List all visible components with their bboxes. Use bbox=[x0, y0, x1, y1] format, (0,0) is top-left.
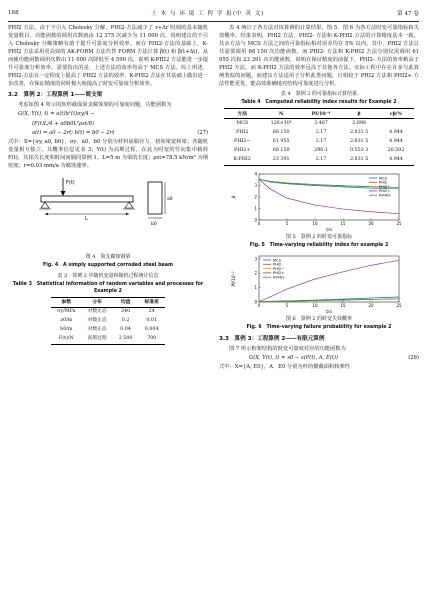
table-cell: 23 391 bbox=[272, 157, 290, 163]
table-cell: 2.17 bbox=[315, 129, 327, 135]
table-header: 均值 bbox=[120, 299, 131, 306]
table-row bbox=[224, 138, 414, 147]
table-cell: 对数正态 bbox=[87, 327, 107, 333]
table-4-caption: 表 4 算例 2 的可靠指标计算结果 bbox=[280, 91, 358, 98]
x-tick-label: 25 bbox=[396, 302, 402, 308]
table-row bbox=[51, 317, 165, 326]
figure-5-caption-en: Fig. 5 Time-varying reliability index for example 2 bbox=[249, 242, 389, 248]
beam-diagram bbox=[33, 174, 183, 252]
equation-number: (27) bbox=[197, 129, 208, 136]
left-column bbox=[8, 24, 208, 349]
reliability-index-chart bbox=[229, 170, 409, 232]
equation-number: (28) bbox=[408, 354, 419, 361]
figure-4-caption-en: Fig. 4 A simply supported corroded steel beam bbox=[42, 262, 174, 268]
height-label: a0 bbox=[167, 196, 173, 202]
legend-label: MCS bbox=[379, 175, 387, 180]
table-cell: 0.004 bbox=[144, 327, 159, 333]
x-axis-label: t/a bbox=[326, 309, 332, 314]
legend-label: K-PHI2 bbox=[273, 275, 285, 280]
table-row bbox=[224, 156, 414, 166]
x-axis-label: t/a bbox=[326, 227, 332, 232]
roller-support-icon bbox=[125, 202, 133, 208]
equation-27-cont2 bbox=[8, 129, 208, 137]
x-tick-label: 20 bbox=[368, 220, 374, 226]
x-tick-label: 0 bbox=[257, 302, 261, 308]
table-cell: 2.17 bbox=[315, 139, 327, 145]
table-row bbox=[51, 326, 165, 335]
table-cell: 20.502 bbox=[387, 148, 405, 154]
table-cell: 高斯过程 bbox=[87, 336, 107, 342]
figure-6-caption: 图 6 算例 2 的时变失效概率 bbox=[285, 315, 353, 322]
x-tick-label: 5 bbox=[285, 220, 289, 226]
equation-27 bbox=[8, 110, 208, 118]
x-tick-label: 10 bbox=[312, 220, 318, 226]
pin-support-icon bbox=[41, 202, 49, 208]
table-cell: σy/MPa bbox=[57, 309, 76, 315]
table-row bbox=[224, 119, 414, 129]
y-axis-label: Pf/10⁻² bbox=[232, 271, 237, 287]
figure-5 bbox=[229, 170, 409, 232]
table-header: εβ/% bbox=[389, 110, 403, 117]
y-axis-label: β bbox=[232, 195, 237, 199]
table-cell: 4.944 bbox=[389, 129, 403, 135]
table-cell: MCS bbox=[236, 120, 249, 126]
table-row bbox=[51, 307, 165, 317]
figure-4 bbox=[33, 174, 183, 252]
legend-label: K-PHI2 bbox=[379, 193, 391, 198]
table-cell: 126×10⁶ bbox=[270, 120, 292, 126]
plot-frame bbox=[259, 174, 399, 220]
equation-line: G(X, Y(t), t) = s0 − s(P(t), A, E(t)) bbox=[249, 354, 339, 361]
beam bbox=[41, 196, 133, 202]
y-tick-label: 0 bbox=[254, 217, 257, 223]
table-header: 分布 bbox=[92, 299, 102, 306]
x-tick-label: 15 bbox=[340, 220, 346, 226]
table-cell: 700 bbox=[147, 336, 157, 342]
x-tick-label: 5 bbox=[285, 302, 289, 308]
table-cell: 290.1 bbox=[314, 148, 328, 154]
paragraph: 式中：X={A, E0}，A、E0 分别为杆的横截面积和弹性 bbox=[219, 363, 351, 370]
table-cell: 4.944 bbox=[389, 139, 403, 145]
table-row bbox=[224, 128, 414, 137]
running-header bbox=[8, 8, 419, 22]
equation-line: (F(t)L/4 + a0b0L²ρst/8) bbox=[32, 120, 95, 127]
table-row bbox=[51, 335, 165, 345]
table-header: Pf/10⁻⁴ bbox=[311, 110, 331, 117]
equation-28 bbox=[219, 354, 419, 362]
table-cell: 4.944 bbox=[389, 157, 403, 163]
table-cell: 2.831 5 bbox=[349, 129, 369, 135]
paragraph: 表 4 统计了各方法对该算例的计算结果，图 5、图 6 为各方法时变可靠指标和失效概率。结果表明，PHI2 方法、PHI2- 方法和 K-PHI2 方法的计算精度基本一致，其余方法与 MCS 方法之间的可靠指标相对误差均在 5% 以内。其中，PHI2 方法总共需要调用 68 150 次功能函数，而 PHI2- 方法和 K-PHI2 方法分别仅需调用 61 955 次和 23 391 次功能函数，说明在保证精度的前提下，PHI2- 方法的效率稍高于 PHI2 方法，而 K-PHI2 方法的效率远高于其他各方法。实际工程中存在许多与此算例类似的问题，而建议方法适用于分析此类问题，且相较于 PHI2 方法和 PHI2+ 方法性能更优，能高效准确地对结构可靠度进行分析。 bbox=[219, 25, 419, 88]
x-tick-label: 25 bbox=[396, 220, 402, 226]
table-cell: 2.831 5 bbox=[349, 139, 369, 145]
table-cell: 2.17 bbox=[315, 157, 327, 163]
table-row bbox=[224, 147, 414, 156]
paragraph: 考虑如图 4 所示的矩形截面简支腐蚀梁的可靠度问题，功能函数为 bbox=[18, 102, 172, 109]
legend-label: PHI2+ bbox=[273, 270, 285, 275]
y-tick-label: 0 bbox=[254, 299, 257, 305]
x-tick-label: 20 bbox=[368, 302, 374, 308]
table-header: 参数 bbox=[61, 299, 72, 306]
equation-line: a(t) = a0 − 2rt; b(t) = b0 − 2rt bbox=[32, 129, 115, 136]
table-cell: 对数正态 bbox=[87, 309, 107, 315]
table-3-caption: 表 3 算例 2 中随机变量和随机过程统计信息 bbox=[57, 272, 159, 279]
table-4-body bbox=[224, 119, 414, 165]
table-cell: 3.487 bbox=[314, 120, 328, 126]
legend-label: PHI2− bbox=[379, 184, 391, 189]
section-heading: 3.2 算例 2：工程算例 1——简支梁 bbox=[8, 92, 103, 99]
equation-27-cont bbox=[8, 120, 208, 128]
table-4 bbox=[224, 108, 414, 165]
paragraph: 图 7 所示桁架结构的时变可靠度对应的功能函数为 bbox=[229, 345, 346, 352]
figure-6-caption-en: Fig. 6 Time-varying failure probability for example 2 bbox=[246, 324, 392, 330]
table-cell: a0/m bbox=[60, 318, 73, 324]
volume-number: 第 47 卷 bbox=[397, 11, 419, 17]
table-cell: 0.01 bbox=[146, 318, 157, 324]
series-line bbox=[259, 298, 399, 301]
table-cell: 0.2 bbox=[121, 318, 130, 324]
y-tick-label: 3 bbox=[254, 182, 257, 188]
table-cell: 0.04 bbox=[120, 327, 131, 333]
table-cell: PHI2 bbox=[236, 129, 249, 135]
equation-line: G(X, Y(t), t) = a(t)b²(t)σy/4 − bbox=[18, 111, 95, 118]
page-number: 168 bbox=[8, 10, 19, 16]
y-tick-label: 4 bbox=[254, 171, 257, 177]
table-3 bbox=[51, 297, 165, 345]
series-line bbox=[259, 179, 399, 189]
table-cell bbox=[378, 119, 414, 129]
y-tick-label: 1 bbox=[254, 205, 257, 211]
table-cell: 2.831 5 bbox=[349, 157, 369, 163]
y-tick-label: 2 bbox=[254, 270, 257, 276]
table-header: N bbox=[278, 110, 284, 117]
failure-probability-chart bbox=[229, 252, 409, 314]
paragraph: 式中：X={σy, a0, b0}，σy、a0、b0 分别为材料屈服应力、初始梁宽和梁；各随机变量相互独立，其概率信息见表 3；Y(t) 为高斯过程，在此为时变的竖向集中载荷 F(t)，其相关长度和时间间隔同算例 1。L=5 m 为梁的长度；ρst=78.5 kN/m³ 为钢密度；r=0.03 mm/a 为腐蚀速率。 bbox=[8, 138, 208, 169]
legend-label: PHI2 bbox=[273, 262, 282, 267]
span-label: L bbox=[85, 215, 88, 222]
x-tick-label: 10 bbox=[312, 302, 318, 308]
table-cell: F(t)/N bbox=[58, 336, 74, 342]
table-cell: b0/m bbox=[60, 327, 73, 333]
width-label: b0 bbox=[151, 221, 157, 227]
table-header: 标准差 bbox=[144, 299, 159, 306]
paragraph: PHI2 方法，由于不引入 Cholesky 分解，PHI2-方法减少了 r+Δr 时刻的基本随机变量数目，功能函数的调用次数就由 12 375 次减少为 11 000 次，说明建议的不引入 Cholesky 分解策略有助于提升可靠度分析效率。而在 PHI2-方法的基础上，K-PHI2 方法采用更高效的 AK-FORM 方法代替 FORM 方法计算 β(t) 和 β(t+Δt)，从而使功能函数调用次数由 11 000 次降低至 4 590 次，说明 K-PHI2 方法能进一步提升可靠度分析效率。需要指出的是，上述方法的效率均高于 MCS 方法。综上所述，PHI2-方法在一定程度上提高了 PHI2 方法的效率，K-PHI2 方法在其基础上做出进一步改善，在保证精度的同时极大地提高了时变可靠度分析效率。 bbox=[8, 25, 208, 88]
figure-6 bbox=[229, 252, 409, 314]
table-cell: 0.553 3 bbox=[349, 148, 369, 154]
y-tick-label: 2 bbox=[254, 194, 257, 200]
legend-label: MCS bbox=[273, 257, 281, 262]
table-3-caption-en: Table 3 Statistical information of random variables and processes for Example 2 bbox=[12, 281, 204, 294]
series-line bbox=[259, 179, 399, 214]
table-cell: PHI2− bbox=[234, 139, 251, 145]
x-tick-label: 15 bbox=[340, 302, 346, 308]
table-cell: 68 150 bbox=[272, 148, 290, 154]
y-tick-label: 1 bbox=[254, 284, 257, 290]
table-cell: 3 500 bbox=[118, 336, 133, 342]
table-cell: 对数正态 bbox=[87, 318, 107, 324]
table-cell: K-PHI2 bbox=[233, 157, 251, 163]
right-column bbox=[219, 24, 419, 372]
table-cell: 68 150 bbox=[272, 129, 290, 135]
x-tick-label: 0 bbox=[257, 220, 261, 226]
arrow-head-icon bbox=[61, 191, 66, 196]
table-header: β bbox=[357, 110, 361, 117]
figure-5-caption: 图 5 算例 2 的时变可靠指标 bbox=[285, 233, 353, 240]
table-cell: 61 955 bbox=[272, 139, 290, 145]
figure-4-caption: 图 4 简支腐蚀钢梁 bbox=[85, 253, 131, 260]
cross-section bbox=[148, 182, 162, 214]
legend-label: PHI2 bbox=[379, 180, 388, 185]
table-4-caption-en: Table 4 Computed reliability index results for Example 2 bbox=[241, 100, 397, 106]
table-header: 方法 bbox=[237, 110, 248, 117]
journal-title: 土 木 与 环 境 工 程 学 报(中 英 文) bbox=[151, 11, 265, 17]
y-tick-label: 3 bbox=[254, 255, 257, 261]
section-heading: 3.3 算例 3：工程算例 2——有限元算例 bbox=[219, 335, 325, 342]
table-cell: 240 bbox=[121, 309, 131, 315]
table-cell: 2.698 bbox=[352, 120, 366, 126]
legend-label: PHI2− bbox=[273, 266, 285, 271]
legend-label: PHI2+ bbox=[379, 188, 391, 193]
load-label: F(t) bbox=[66, 179, 75, 186]
table-cell: PHI2+ bbox=[234, 148, 251, 154]
table-cell: 24 bbox=[148, 309, 155, 315]
